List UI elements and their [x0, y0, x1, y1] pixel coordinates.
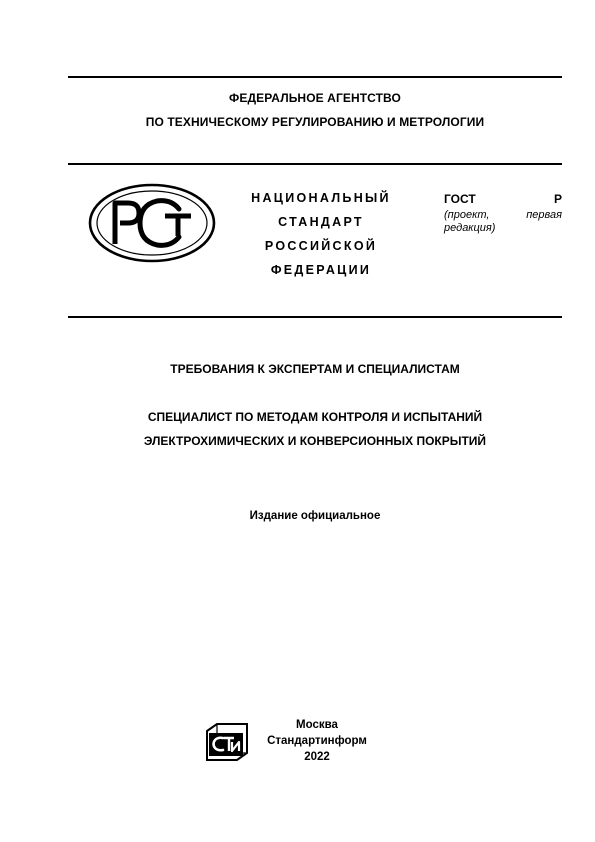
- standard-divider: [68, 316, 562, 318]
- agency-name-line-2: ПО ТЕХНИЧЕСКОМУ РЕГУЛИРОВАНИЮ И МЕТРОЛОГИИ: [145, 115, 485, 129]
- standard-line-4: ФЕДЕРАЦИИ: [270, 263, 372, 277]
- series-title: ТРЕБОВАНИЯ К ЭКСПЕРТАМ И СПЕЦИАЛИСТАМ: [170, 362, 460, 376]
- gost-prefix: ГОСТ: [444, 192, 476, 206]
- agency-name-line-1: ФЕДЕРАЛЬНОЕ АГЕНТСТВО: [229, 91, 401, 105]
- standard-line-1: НАЦИОНАЛЬНЫЙ: [251, 191, 391, 205]
- document-title-line-2: ЭЛЕКТРОХИМИЧЕСКИХ И КОНВЕРСИОННЫХ ПОКРЫТИЙ: [143, 434, 487, 448]
- standard-line-2: СТАНДАРТ: [278, 215, 364, 229]
- standard-line-3: РОССИЙСКОЙ: [264, 239, 378, 253]
- header-divider: [68, 163, 562, 165]
- gost-designation: [444, 192, 562, 206]
- gost-letter: Р: [553, 192, 562, 206]
- publication-year: 2022: [304, 751, 330, 763]
- top-divider: [68, 76, 562, 78]
- standartinform-logo-icon: [204, 721, 250, 763]
- gost-draft-note: (проект, первая редакция): [444, 209, 562, 234]
- publisher-name: Стандартинформ: [267, 735, 367, 747]
- publisher-city: Москва: [296, 719, 338, 731]
- document-title-line-1: СПЕЦИАЛИСТ ПО МЕТОДАМ КОНТРОЛЯ И ИСПЫТАНИЙ: [147, 410, 483, 424]
- rst-gost-mark-icon: [87, 182, 217, 264]
- edition-label: Издание официальное: [249, 510, 381, 522]
